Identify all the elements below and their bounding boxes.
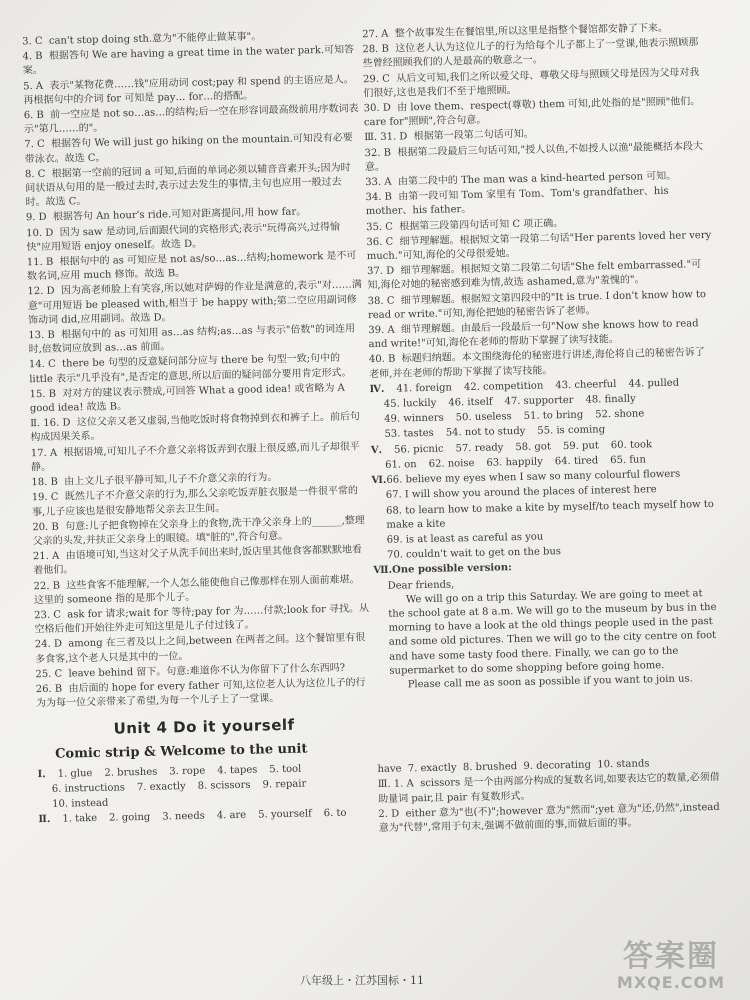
answer-sentence: 66. believe my eyes when I saw so many colourful flowers: [386, 468, 681, 486]
answer-item: 29. C 从后文可知,我们之所以爱父母、尊敬父母与照顾父母是因为父母对我们很好,这也是我们不至于地照顾。: [362, 66, 700, 100]
section-label: Ⅰ.: [37, 768, 46, 780]
section-label: Ⅳ.: [369, 383, 385, 396]
answer-item: 36. C 细节理解题。根据短文第一段第二句话"Her parents loved her very much."可知,海伦的父母很爱她。: [366, 229, 715, 263]
answer-item: 26. B 由后面的 hope for every father 可知,这位老人认为这位儿子的行为为每一位父亲带来了希望,为每一个儿子上了一堂课。: [35, 677, 366, 710]
answer-item: 27. A 整个故事发生在餐馆里,所以这里是指整个餐馆都安静了下来。: [362, 22, 669, 41]
answer-word: 6. to: [323, 808, 347, 820]
answer-item: Ⅲ. 1. A scissors 是一个由两部分构成的复数名词,如要表达它的数量,必须借助量词 pair,且 pair 有复数形式。: [377, 772, 720, 805]
answer-item: 38. C 细节理解题。根据短文第四段中的"It is true. I don't know how to read or write."可知,海伦把她的秘密告诉了老师。: [367, 288, 710, 322]
answer-word: 52. shone: [595, 408, 645, 421]
answer-word: 57. ready: [455, 442, 504, 455]
answer-word: 62. noise: [428, 457, 475, 470]
answer-item: 28. B 这位老人认为这位儿子的行为给每个儿子都上了一堂课,他表示照顾那些曾经照顾我们的人是最高的敬意之一。: [362, 37, 699, 70]
answer-item: 7. C 根据答句 We will just go hiking on the mountain.可知没有必要带泳衣。故选 C。: [24, 132, 354, 165]
answer-word: 63. happily: [486, 456, 543, 469]
answer-word: 44. pulled: [628, 377, 680, 390]
answer-word: 1. take: [62, 813, 98, 826]
answer-item: 30. D 由 love them、respect(尊敬) them 可知,此处指的是"照顾"他们。care for"照顾",符合句意。: [363, 96, 701, 129]
answer-word: 46. itself: [448, 396, 493, 409]
answer-word: 1. glue: [57, 767, 93, 780]
answer-item: Ⅱ. 16. D 这位父亲又老又虚弱,当他吃饭时将食物掉到衣和裤子上。前后句构成因果关系。: [30, 411, 361, 444]
answer-word: 2. going: [108, 812, 151, 825]
answer-item: 40. B 标题归纳题。本文围绕海伦的秘密进行讲述,海伦将自己的秘密告诉了老师,并在老师的帮助下掌握了读写技能。: [368, 347, 705, 380]
answer-page: [22, 21, 742, 990]
answer-word: 41. foreign: [396, 382, 453, 395]
left-column: [22, 28, 374, 828]
answer-word: 50. useless: [455, 411, 512, 424]
answer-item: 9. D 根据答句 An hour's ride.可知对距离提问,用 how far。: [25, 206, 307, 224]
answer-item: 11. B 根据句中的 as 可知应是 not as/so…as…结构;homework 是不可数名词,应用 much 修饰。故选 B。: [26, 250, 357, 283]
answer-word: 61. on: [385, 459, 417, 471]
answer-word: 3. needs: [162, 811, 205, 823]
answer-item: 23. C ask for 请求;wait for 等待;pay for 为……付款;look for 寻找。从空格后他们开始往外走可知这里是儿子付过钱了。: [34, 603, 370, 636]
answer-word: 65. fun: [610, 454, 646, 466]
unit-name: Do it yourself: [172, 716, 295, 737]
answer-word: 4. tapes: [217, 764, 258, 777]
answer-word: 59. put: [562, 440, 599, 452]
answer-item: 32. B 根据第二段最后三句话可知,"授人以鱼,不如授人以渔"最能概括本段大意。: [364, 140, 704, 174]
answer-word: 49. winners: [384, 412, 444, 426]
answer-item: Ⅲ. 31. D 根据第一段第二句话可知。: [364, 129, 534, 144]
answer-word: 48. finally: [585, 393, 636, 406]
answer-word: 64. tired: [554, 455, 599, 468]
answer-item: 22. B 这些食客不能理解,一个人怎么能使他自己像那样在别人面前难堪。这里的 someone 指的是那个儿子。: [33, 573, 360, 606]
answer-word: 60. took: [610, 438, 653, 451]
answer-word: 8. scissors: [197, 779, 251, 792]
answer-item: 3. C can't stop doing sth.意为"不能停止做某事"。: [22, 31, 262, 48]
answer-word: 3. rope: [169, 765, 206, 778]
answer-item: 24. D among 在三者及以上之间,between 在两者之间。这个餐馆里有很多食客,这个老人只是其中的一位。: [34, 632, 366, 665]
right-column: [362, 21, 724, 837]
section-label: Ⅶ.One possible version:: [373, 562, 512, 577]
letter-paragraph: Please call me as soon as possible if you want to join us.: [407, 673, 693, 691]
answer-item: 13. B 根据句中的 as 可知用 as…as 结构;as…as 与表示"倍数"的词连用时,倍数词应放到 as…as 前面。: [28, 323, 356, 356]
answer-word: 54. not to study: [445, 426, 526, 440]
answer-word: 56. picnic: [393, 443, 444, 456]
answer-word: 2. brushes: [104, 766, 158, 779]
answer-word: 58. got: [515, 441, 552, 453]
answer-word: 42. competition: [463, 380, 544, 394]
answer-item: 25. C leave behind 留下。句意:难道你不认为你留下了什么东西吗?: [35, 662, 346, 680]
letter-greeting: Dear friends,: [387, 578, 455, 592]
watermark-text-top: 答案圈: [623, 939, 719, 974]
answer-word: 53. tastes: [384, 428, 434, 441]
section-label: Ⅴ.: [370, 444, 383, 456]
section-label: Ⅱ.: [38, 814, 51, 826]
unit-heading: [36, 717, 371, 738]
answer-item: 15. B 对对方的建议表示赞成,可回答 What a good idea! 或省略为 A good idea! 故选 B。: [29, 382, 349, 415]
answer-item: 14. C there be 句型的反意疑问部分应与 there be 句型一致;句中的 little 表示"几乎没有",是否定的意思,所以后面的疑问部分要用肯定形式。: [28, 353, 352, 385]
answer-word: 5. tool: [269, 763, 302, 776]
answer-item: have 7. exactly 8. brushed 9. decorating 10. stands: [377, 758, 650, 776]
answer-item: 10. D 因为 saw 是动词,后面跟代词的宾格形式;表示"玩得高兴,过得愉快"应用短语 enjoy oneself。故选 D。: [26, 221, 341, 254]
answer-word: 55. is coming: [537, 424, 606, 438]
answer-item: 20. B 句意:儿子把食物掉在父亲身上的食物,洗干净父亲身上的______,整理父亲的头发,并扶正父亲身上的眼镜。填"脏的",符合句意。: [32, 514, 365, 548]
answer-item: 34. B 由第一段可知 Tom 家里有 Tom、Tom's grandfather、his mother、his father。: [365, 185, 672, 218]
answer-word: 45. luckily: [383, 397, 437, 410]
answer-item: 12. D 因为高老师脸上有笑容,所以她对萨姆的作业是满意的,表示"对……满意"可用短语 be pleased with,相当于 be happy with;第二空应用副词修饰动词 did,应用副词。故选 D。: [27, 279, 362, 327]
answer-sentence: 67. I will show you around the places of interest here: [385, 484, 657, 502]
answer-word: 5. yourself: [258, 808, 312, 821]
answer-item: 37. D 细节理解题。根据短文第二段第二句话"She felt embarrassed."可知,海伦对她的秘密感到难为情,故选 ashamed,意为"羞愧的"。: [366, 259, 702, 292]
answer-item: 18. B 由上文儿子很平静可知,儿子不介意父亲的行为。: [31, 472, 278, 489]
answer-item: 19. C 既然儿子不介意父亲的行为,那么父亲吃饭弄脏衣服是一件很平常的事,儿子应该也是很安静地帮父亲去卫生间。: [31, 485, 359, 518]
answer-item: 8. C 根据第一空前的冠词 a 可知,后面的单词必须以辅音音素开头;因为时间状语从句用的是一般过去时,表示过去发生的事情,主句也应用一般过去时。故选 C。: [24, 162, 351, 209]
answer-sentence: 68. to learn how to make a kite by myself/to teach myself how to make a kite: [385, 498, 718, 531]
writing-letter: [388, 572, 721, 693]
answer-item: 2. D either 意为"也(不)";however 意为"然而";yet 意为"还,仍然",instead 意为"代替",常用于句末,强调不做前面的事,而做后面的事。: [378, 801, 724, 834]
section-subtitle: Comic strip & Welcome to the unit: [54, 741, 308, 762]
answer-word: 47. supporter: [504, 394, 574, 408]
answer-item: 39. A 细节理解题。由最后一段最后一句"Now she knows how to read and write!"可知,海伦在老师的帮助下掌握了读写技能。: [368, 318, 702, 351]
answer-word: 7. exactly: [136, 781, 186, 794]
answer-word: 9. repair: [262, 778, 307, 791]
answer-sentence: 69. is at least as careful as you: [386, 531, 544, 546]
answer-item: 35. C 根据第三段第四句话可知 C 项正确。: [366, 217, 564, 233]
answer-item: 5. A 表示"某物花费……钱"应用动词 cost;pay 和 spend 的主语应是人。再根据句中的介词 for 可知是 pay… for…的搭配。: [23, 74, 354, 107]
letter-paragraph: We will go on a trip this Saturday. We are going to meet at the school gate at 8 a.m. We will go to the museum by bus in the morning to have a look at the old things people used in the past and some old pictures. Then we will go to the city centre on foot and have some tasty food there. Finally, we can go to the supermarket to do some shopping before going home.: [388, 587, 717, 677]
answer-item: 17. A 根据语境,可知儿子不介意父亲将饭弄到衣服上很反感,而儿子却很平静。: [30, 441, 360, 474]
answer-word: 6. instructions: [51, 782, 126, 795]
answer-item: 4. B 根据答句 We are having a great time in the water park.可知答案。: [22, 44, 355, 77]
answer-item: 21. A 由语境可知,当这对父子从洗手间出来时,饭店里其他食客都默默地看着他们。: [32, 544, 363, 577]
unit-number: Unit 4: [113, 718, 168, 738]
section-label: Ⅵ.: [371, 474, 387, 487]
page-footer: 八年级上・江苏国标・11: [300, 974, 424, 987]
answer-word: 51. to bring: [523, 409, 584, 423]
answer-item: 33. A 由第二段中的 The man was a kind-hearted person 可知。: [365, 170, 677, 189]
answer-word: 4. are: [216, 810, 247, 822]
answer-word: 10. instead: [52, 797, 109, 811]
answer-sentence: 70. couldn't wait to get on the bus: [386, 546, 562, 561]
watermark-logo: [606, 941, 736, 992]
watermark-text-bottom: MXQE.COM: [616, 973, 726, 992]
answer-item: 6. B 前一空应是 not so…as…的结构;后一空在形容词最高级前用序数词表示"第几……的"。: [23, 103, 359, 136]
answer-word: 43. cheerful: [555, 378, 617, 392]
